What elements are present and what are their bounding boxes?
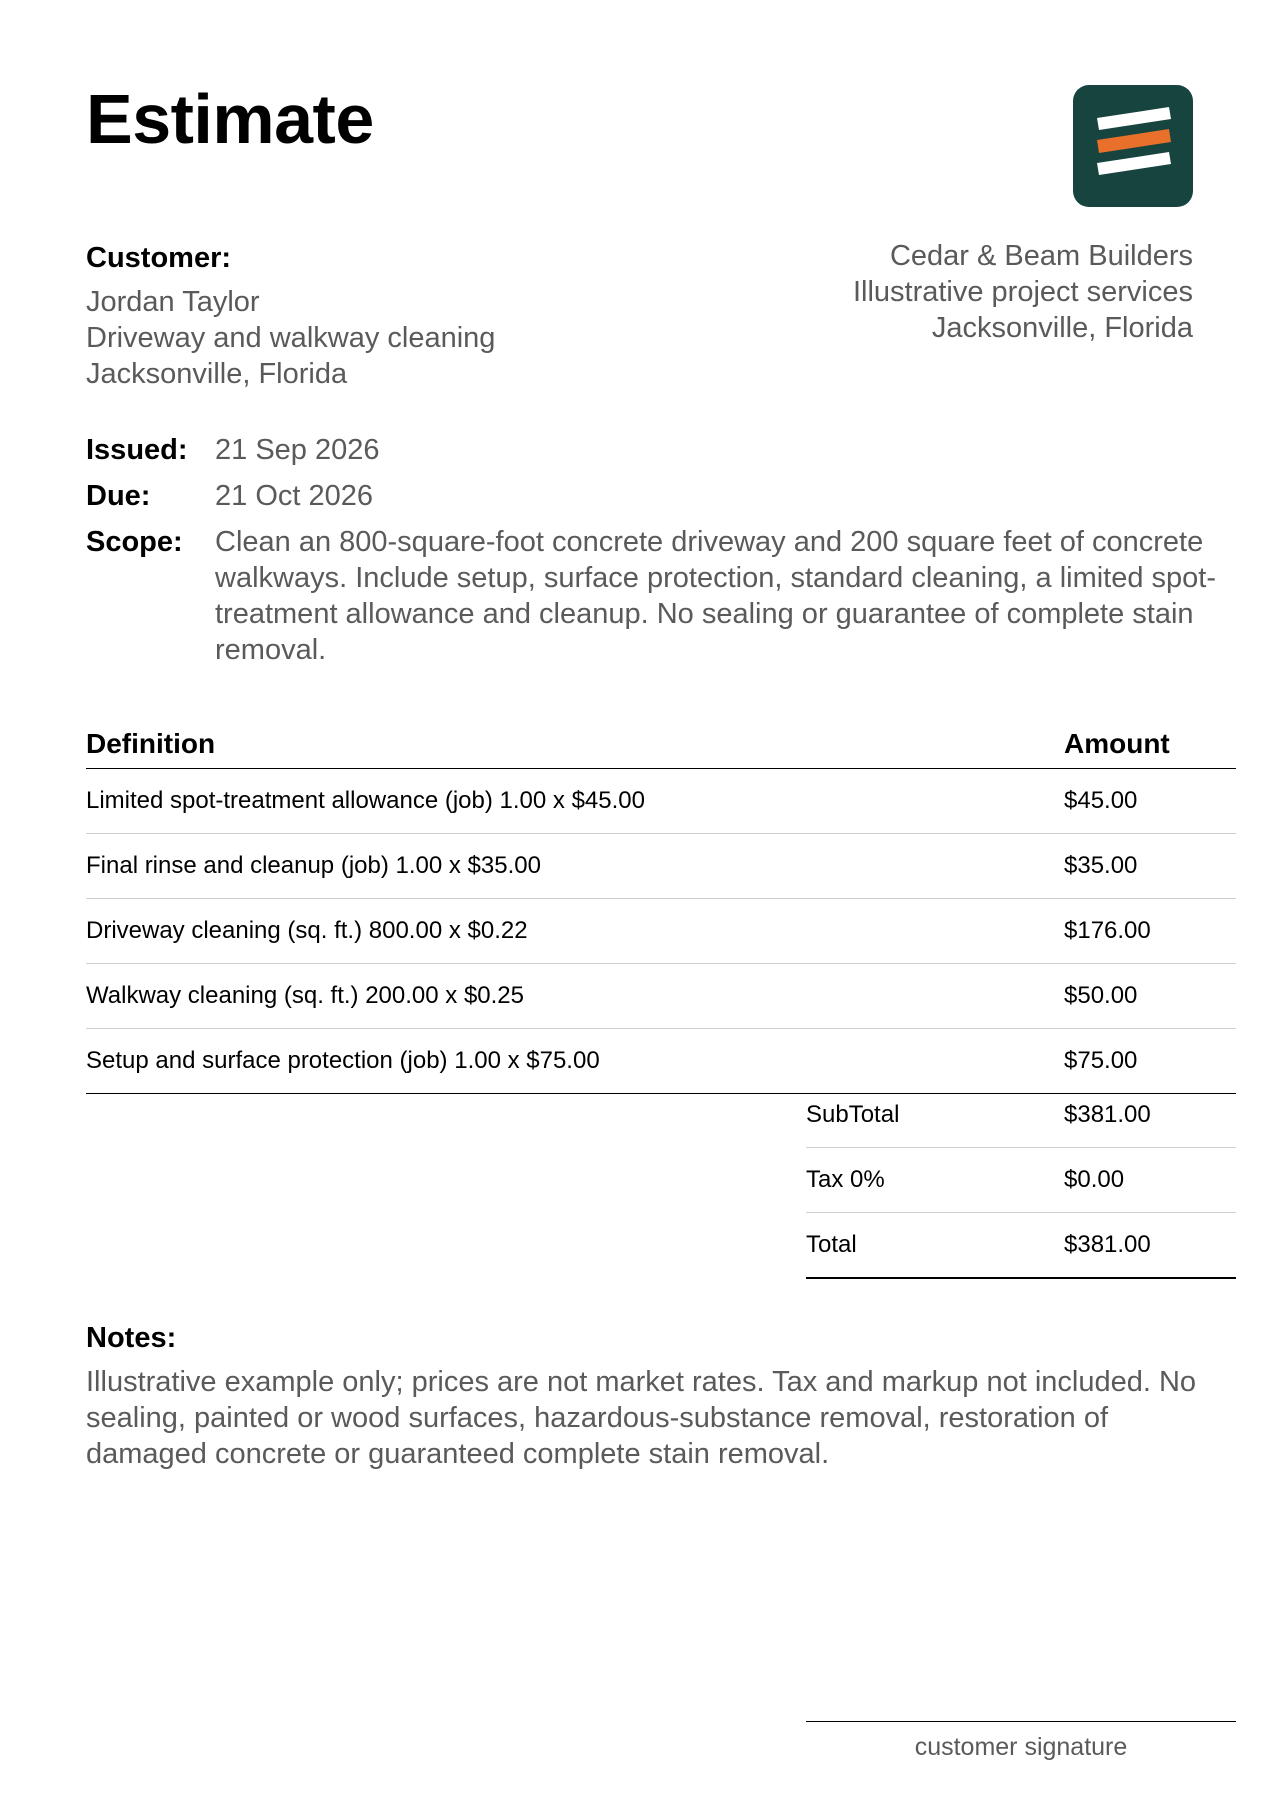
row-amount: $75.00 bbox=[1064, 1047, 1138, 1074]
tax-label: Tax 0% bbox=[806, 1166, 885, 1193]
signature-line[interactable] bbox=[806, 1721, 1236, 1722]
line-items-table bbox=[86, 722, 1236, 1094]
customer-label: Customer: bbox=[86, 242, 232, 274]
estimate-meta bbox=[86, 432, 1226, 668]
customer-location: Jacksonville, Florida bbox=[86, 358, 348, 390]
row-amount: $50.00 bbox=[1064, 982, 1138, 1009]
issued-label: Issued: bbox=[86, 434, 188, 466]
row-definition: Walkway cleaning (sq. ft.) 200.00 x $0.25 bbox=[86, 982, 524, 1009]
tax-row bbox=[806, 1148, 1236, 1213]
total-row bbox=[806, 1213, 1236, 1279]
customer-block bbox=[86, 238, 686, 392]
due-value: 21 Oct 2026 bbox=[215, 480, 373, 512]
table-row bbox=[86, 834, 1236, 899]
due-row bbox=[86, 478, 1226, 514]
scope-value: Clean an 800-square-foot concrete driveway and 200 square feet of concrete walkways. Include setup, surface protection, standard cleaning, a limited spot-treatment allowance and cleanup. No sealing or guarantee of complete stain removal. bbox=[215, 526, 1217, 666]
notes-label: Notes: bbox=[86, 1322, 177, 1354]
total-value: $381.00 bbox=[1064, 1231, 1151, 1258]
table-row bbox=[86, 964, 1236, 1029]
total-label: Total bbox=[806, 1231, 857, 1258]
notes-block bbox=[86, 1318, 1236, 1472]
table-row bbox=[86, 769, 1236, 834]
signature-label: customer signature bbox=[914, 1733, 1128, 1761]
definition-header: Definition bbox=[86, 728, 216, 759]
document-title: Estimate bbox=[86, 80, 374, 158]
row-definition: Driveway cleaning (sq. ft.) 800.00 x $0.22 bbox=[86, 917, 528, 944]
row-definition: Setup and surface protection (job) 1.00 x $75.00 bbox=[86, 1047, 600, 1074]
table-header bbox=[86, 722, 1236, 769]
company-logo-icon bbox=[1073, 85, 1193, 207]
row-amount: $35.00 bbox=[1064, 852, 1138, 879]
company-block bbox=[633, 238, 1193, 346]
subtotal-label: SubTotal bbox=[806, 1101, 900, 1128]
issued-value: 21 Sep 2026 bbox=[215, 434, 380, 466]
notes-text: Illustrative example only; prices are not market rates. Tax and markup not included. No sealing, painted or wood surfaces, hazardous-substance removal, restoration of damaged concrete or guaranteed complete stain removal. bbox=[86, 1366, 1197, 1470]
company-tagline: Illustrative project services bbox=[852, 276, 1193, 308]
totals-block bbox=[806, 1083, 1236, 1279]
company-name: Cedar & Beam Builders bbox=[889, 240, 1193, 272]
subtotal-value: $381.00 bbox=[1064, 1101, 1151, 1128]
scope-label: Scope: bbox=[86, 526, 183, 558]
row-definition: Final rinse and cleanup (job) 1.00 x $35.00 bbox=[86, 852, 541, 879]
customer-name: Jordan Taylor bbox=[86, 286, 260, 318]
customer-project: Driveway and walkway cleaning bbox=[86, 322, 496, 354]
company-location: Jacksonville, Florida bbox=[931, 312, 1193, 344]
row-definition: Limited spot-treatment allowance (job) 1.00 x $45.00 bbox=[86, 787, 645, 814]
tax-value: $0.00 bbox=[1064, 1166, 1125, 1193]
logo-stripes-graphic bbox=[1073, 85, 1193, 207]
subtotal-row bbox=[806, 1083, 1236, 1148]
row-amount: $176.00 bbox=[1064, 917, 1151, 944]
scope-row bbox=[86, 524, 1226, 668]
row-amount: $45.00 bbox=[1064, 787, 1138, 814]
amount-header: Amount bbox=[1064, 728, 1170, 759]
issued-row bbox=[86, 432, 1226, 468]
due-label: Due: bbox=[86, 480, 151, 512]
table-row bbox=[86, 899, 1236, 964]
